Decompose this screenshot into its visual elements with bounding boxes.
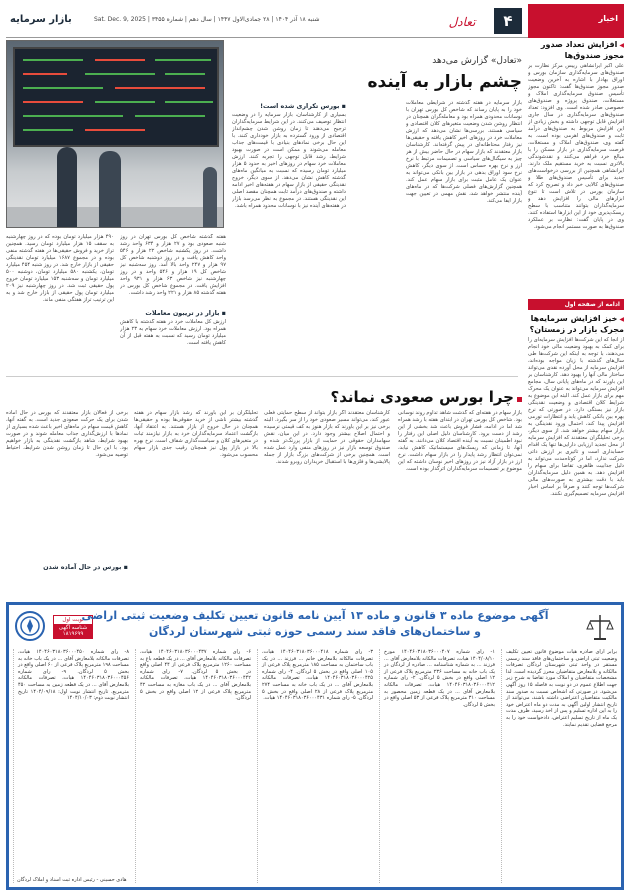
news-tab[interactable]: [528, 4, 624, 38]
feature-headline[interactable]: چشم بازار به آینده: [367, 72, 522, 92]
feature-column: بازار سرمایه در هفته گذشته در شرایطی معاملات خود را به پایان رساند که شاخص کل بورس تهران با نوسانات محدودی همراه بود و معامله‌گران همچنان در انتظار روشن شدن وضعیت متغیرهای کلان اقتصادی و سیاسی هستند. بررسی‌ها نشان می‌دهد که ارزش معاملات خرد در روزهای اخیر کاهش یافته و حقیقی‌ها نیز رفتار محتاطانه‌ای در پیش گرفته‌اند. کارشناسان بازار معتقدند که بازار سهام در حال حاضر بیش از هر چیز به سیگنال‌های سیاسی و تصمیمات مرتبط با نرخ ارز و نرخ بهره حساس است. از سوی دیگر، کاهش نرخ سود اوراق بدهی در بازار بین بانکی می‌تواند به عنوان یک عامل مثبت برای بازار سهام عمل کند. همچنین گزارش‌های فصلی شرکت‌ها که در ماه‌های آینده منتشر خواهد شد، نقش مهمی در تعیین جهت بازار ایفا می‌کند.: [406, 100, 522, 204]
section-title: بازار سرمایه: [10, 14, 72, 25]
news-item-title[interactable]: ◀ خیز افزایش سرمایه‌ها مجرک بازار در زمستان؟: [528, 314, 624, 335]
ad-column: ۱- رای شماره ۱۴۰۴۶۰۳۱۸۰۳۶۰۰۰۴۰۷ مورخ ۱۴۰۴/۰۸/۱۰ هیات، تصرفات مالکانه بلامعارض آقای ... فرزند ... به شماره شناسنامه ... صادره از لردگان در یک باب خانه به مساحت ۲۳۶ مترمربع پلاک فرعی از ۱۲ اصلی واقع در بخش ۵ لردگان. ۲- رای شماره ۱۴۰۴۶۰۳۱۸۰۳۶۰۰۰۴۱۲ هیات، تصرفات مالکانه بلامعارض آقای ... در یک قطعه زمین محصور به مساحت ۳۱۰ مترمربع پلاک فرعی از ۵۳ اصلی واقع در بخش ۵ لردگان.: [379, 649, 495, 883]
person-figure: [99, 151, 121, 227]
article-column: کارشناسان معتقدند اگر بازار بتواند از سطح حمایتی فعلی عبور کند، می‌تواند مسیر صعودی خود را از سر بگیرد. البته برخی نیز بر این باورند که بازار هنوز به کف قیمتی نرسیده و احتمال اصلاح بیشتر وجود دارد. در این میان، نقش سهامداران حقوقی در حمایت از بازار پررنگ‌تر شده و صندوق توسعه بازار نیز در روزهای منفی وارد عمل شده است. همچنین برخی از شرکت‌های بزرگ بازار از جمله پالایشی‌ها و فلزی‌ها با استقبال خریداران روبرو شدند.: [264, 410, 390, 465]
news-item-title[interactable]: ◀ افزایش تعداد صدور مجوز صندوق‌ها: [528, 40, 624, 61]
feature-column: ارزش کل معاملات خرد در هفته گذشته با کاهش همراه بود. ارزش معاملات خرد سهام به ۲۳ هزار میلیارد تومان رسید که نسبت به هفته قبل از آن کاهش یافته است.: [120, 319, 226, 346]
article-column: تحلیلگران بر این باورند که رشد بازار سهام در هفته گذشته بیشتر ناشی از خرید حقوقی‌ها بوده و حقیقی‌ها همچنان در حال خروج از بازار هستند. به اعتقاد آنها، بازگشت اعتماد سرمایه‌گذاران خرد به بازار نیازمند ثبات در متغیرهای کلان و سیاست‌گذاری شفاف است. نرخ بهره بالا در بازار پول نیز همچنان رقیب جدی بازار سهام محسوب می‌شود.: [134, 410, 258, 458]
news-item-text: علی اکبر ایرانشاهی رییس مرکز نظارت بر صندوق‌های سرمایه‌گذاری سازمان بورس و اوراق بهادار با اشاره به آخرین وضعیت صدور مجوز صندوق‌ها گفت: تاکنون مجوز تأسیس صندوق سرمایه‌گذاری املاک و مستغلات، صندوق پروژه و صندوق‌های خصوصی صادر شده است. وی افزود: تعداد صندوق‌های سرمایه‌گذاری در سال جاری افزایش قابل توجهی داشته و بخش زیادی از این افزایش مربوط به صندوق‌های درآمد ثابت و صندوق‌های اهرمی بوده است. به گفته وی، صندوق‌های املاک و مستغلات، فرصت سرمایه‌گذاری در بازار مسکن را با مبالغ خرد فراهم می‌کنند و نقدشوندگی بالاتری نسبت به خرید مستقیم ملک دارند. ایرانشاهی همچنین از بررسی درخواست‌های جدید برای تأسیس صندوق‌های طلا و صندوق‌های کالایی خبر داد و تصریح کرد که سازمان بورس در تلاش است تا تنوع ابزارهای مالی را افزایش دهد و سرمایه‌گذاران بتوانند متناسب با سطح ریسک‌پذیری خود از این ابزارها استفاده کنند. وی در پایان گفت: نظارت بر عملکرد صندوق‌ها به صورت مستمر انجام می‌شود.: [528, 63, 624, 230]
emblem-icon: [15, 611, 45, 641]
stock-exchange-photo: [6, 40, 224, 228]
feature-column-group: [120, 234, 226, 370]
notice-id: شناسه آگهی ۱۸۱۹۶۹۹: [54, 624, 92, 638]
ad-columns: [13, 649, 617, 883]
ad-signature: هادی حسینی - رئیس اداره ثبت اسناد و املاک لردگان: [17, 877, 127, 883]
article-column: بازار سهام در هفته‌ای که گذشت شاهد تداوم روند نوسانی بود. شاخص کل بورس تهران در ابتدای هفته با رشد همراه شد اما در ادامه، فشار فروش باعث شد بخشی از این رشد از دست برود. کارشناسان دلیل اصلی این رفتار را نبود اطمینان نسبت به آینده اقتصاد کلان می‌دانند. به گفته آنها، تا زمانی که ریسک‌های سیستماتیک کاهش نیابد، نمی‌توان انتظار رشد پایدار را در بازار سهام داشت. نرخ ارز در بازار آزاد نیز در روزهای اخیر نوسان داشته که این موضوع بر تصمیمات سرمایه‌گذاران اثرگذار بوده است.: [398, 410, 522, 472]
ad-title-line1: آگهی موضوع ماده ۳ قانون و ماده ۱۳ آیین نامه قانون تعیین تکلیف وضعیت ثبتی اراضی: [81, 609, 549, 622]
continued-bar: ادامه از صفحه اول: [528, 299, 624, 310]
ad-column: ۳- رای شماره ۱۴۰۴۶۰۳۱۸۰۳۶۰۰۰۴۱۸ هیات، تصرفات مالکانه بلامعارض خانم ... فرزند ... در یک باب ساختمان به مساحت ۱۸۵ مترمربع پلاک فرعی از ۱۰۵ اصلی واقع در بخش ۵ لردگان. ۴- رای شماره ۱۴۰۴۶۰۳۱۸۰۳۶۰۰۰۴۲۵ هیات، تصرفات مالکانه بلامعارض آقای ... در یک باب خانه به مساحت ۲۷۴ مترمربع پلاک فرعی از ۲۸ اصلی واقع در بخش ۵ لردگان. ۵- رای شماره ۱۴۰۴۶۰۳۱۸۰۳۶۰۰۰۴۳۱ هیات.: [257, 649, 373, 883]
news-tab-label: اخبار: [598, 14, 618, 23]
legal-notice-ad: [6, 602, 624, 890]
feature-column: بسیاری از کارشناسان، بازار سرمایه را در وضعیت انتظار توصیف می‌کنند. در این شرایط سرمایه‌گذاران ترجیح می‌دهند تا زمان روشن شدن چشم‌انداز اقتصادی از ورود گسترده به بازار خودداری کنند. با این حال برخی نمادهای بنیادی با قیمت‌های جذاب معامله می‌شوند و ممکن است در صورت بهبود شرایط، رشد قابل توجهی را تجربه کنند. ارزش معاملات خرد سهام در روزهای اخیر به حدود ۵ هزار میلیارد تومان رسیده که نسبت به میانگین ماه‌های گذشته کاهش نشان می‌دهد. از سوی دیگر، خروج نقدینگی حقیقی از بازار سهام در هفته‌های اخیر ادامه داشته و صندوق‌های درآمد ثابت همچنان مقصد اصلی این نقدینگی هستند. در مجموع به نظر می‌رسد بازار در هفته‌های آینده نیز با نوسانات محدود همراه باشد.: [232, 112, 346, 209]
scales-icon: [585, 611, 615, 643]
page-number: ۴: [494, 8, 522, 34]
article-column: برخی از فعالان بازار معتقدند که بورس در حال آماده شدن برای یک حرکت صعودی جدید است. به گفته آنها، کاهش قیمت سهام در ماه‌های اخیر باعث شده بسیاری از نمادها با ارزش‌گذاری جذاب معامله شوند و در صورت بهبود شرایط، شاهد بازگشت نقدینگی به بازار خواهیم بود. با این حال تا زمان روشن شدن شرایط، احتیاط توصیه می‌شود.: [6, 410, 128, 458]
news-column: [528, 40, 624, 600]
ad-title-line2: و ساختمان‌های فاقد سند رسمی حوزه ثبتی شهرستان لردگان: [149, 625, 481, 638]
article-headline-text: چرا بورس صعودی نماند؟: [330, 388, 514, 406]
ad-header: [49, 609, 581, 645]
feature-column: هفته گذشته شاخص کل بورس تهران در روز شنبه صعودی بود و ۲۷ هزار و ۶۳۴ واحد رشد داشت. در روز یکشنبه شاخص ۲۲ هزار و ۵۴۶ واحد کاهش یافت و در روز دوشنبه شاخص کل ۹۷ هزار و ۲۴۷ واحد بالا آمد. روز سه‌شنبه نیز شاخص کل ۱۹ هزار و ۵۴۶ واحد و در روز چهارشنبه نیز شاخص ۶۳ هزار و ۹۳۱ واحد افزایش یافت. در مجموع شاخص کل بورس در هفته گذشته ۸۵ هزار و ۲۲۱ واحد رشد داشت.: [120, 234, 226, 296]
article-subhead: ▪ بورس در حال آماده شدن: [43, 563, 128, 571]
newspaper-logo: تعادل: [448, 15, 476, 29]
ad-column: ۸- رای شماره ۱۴۰۴۶۰۳۱۸۰۳۶۰۰۰۴۵۰ هیات، تصرفات مالکانه بلامعارض آقای ... در یک باب خانه به مساحت ۱۹۸ مترمربع پلاک فرعی از ۶۰ اصلی واقع در بخش ۵ لردگان. ۹- رای شماره ۱۴۰۴۶۰۳۱۸۰۳۶۰۰۰۴۵۶ هیات، تصرفات مالکانه بلامعارض آقای ... در یک قطعه زمین به مساحت ۴۵۰ مترمربع. تاریخ انتشار نوبت اول: ۱۴۰۴/۰۹/۱۸ تاریخ انتشار نوبت دوم: ۱۴۰۴/۱۰/۰۳: [13, 649, 129, 883]
news-item-text: از آنجا که این شرکت‌ها افزایش سرمایه‌ای را برای کمک به بهبود وضعیت مالی خود انجام می‌دهند، با توجه به اینکه این شرکت‌ها طی سال‌های گذشته با زیان مواجه بوده‌اند، افزایش سرمایه از محل آورده نقدی می‌تواند ساختار مالی آنها را بهبود دهد. کارشناسان بر این باورند که در ماه‌های پایانی سال، مجامع افزایش سرمایه می‌تواند به عنوان یک محرک مهم برای بازار عمل کند. البته این موضوع به شرایط کلان اقتصادی و وضعیت نقدینگی بازار نیز بستگی دارد. در صورتی که نرخ بهره بین بانکی کاهش یابد و انتظارات تورمی افزایش پیدا کند، احتمال ورود نقدینگی به بازار سهام بیشتر خواهد شد. از سوی دیگر، برخی تحلیلگران معتقدند که افزایش سرمایه از محل تجدید ارزیابی دارایی‌ها تنها یک اقدام حسابداری است و تاثیری بر ارزش ذاتی شرکت ندارد، اما در کوتاه‌مدت می‌تواند به دلیل جذابیت ظاهری، تقاضا برای سهام را افزایش دهد. به همین دلیل سرمایه‌گذاران باید با دقت بیشتری به صورت‌های مالی شرکت‌ها توجه کنند و صرفاً بر اساس اخبار افزایش سرمایه تصمیم‌گیری نکنند.: [528, 337, 624, 497]
ad-column: ۶- رای شماره ۱۴۰۴۶۰۳۱۸۰۳۶۰۰۰۴۳۷ هیات، تصرفات مالکانه بلامعارض آقای ... در یک قطعه باغ به مساحت ۱۲۶۰ مترمربع پلاک فرعی از ۴۴ اصلی واقع در بخش ۵ لردگان. ۷- رای شماره ۱۴۰۴۶۰۳۱۸۰۳۶۰۰۰۴۴۲ هیات، تصرفات مالکانه بلامعارض آقای ... در یک باب مغازه به مساحت ۴۲ مترمربع پلاک فرعی از ۱۲ اصلی واقع در بخش ۵ لردگان.: [135, 649, 251, 883]
masthead: [6, 4, 624, 38]
ticker-board: [13, 47, 219, 147]
person-figure: [203, 167, 217, 227]
feature-kicker: «تعادل» گزارش می‌دهد: [432, 56, 522, 66]
person-figure: [57, 147, 77, 227]
feature-column: ۴۹۰ هزار میلیارد تومان بوده که در روز چهارشنبه به سقف ۱۵ هزار میلیارد تومان رسید. همچنین تراز خرید و فروش حقیقی‌ها در هفته گذشته منفی بوده و در مجموع ۱۶۸۷ میلیارد تومان نقدینگی حقیقی از بازار خارج شد. در روز شنبه ۴۵۴ میلیارد تومان، یکشنبه ۵۸۰ میلیارد تومان، دوشنبه ۵۰۰ میلیارد تومان و سه‌شنبه ۱۵۳ میلیارد تومان خروج پول حقیقی ثبت شد. در روز چهارشنبه نیز ۲۰۹ میلیارد تومان پول حقیقی از بازار خارج شد و به این ترتیب تراز هفتگی منفی ماند.: [6, 234, 114, 303]
notice-round: نوبت اول: [54, 616, 92, 624]
ad-column: برابر آرای صادره هیات موضوع قانون تعیین تکلیف وضعیت ثبتی اراضی و ساختمان‌های فاقد سند رسمی مستقر در واحد ثبتی شهرستان لردگان تصرفات مالکانه و بلامعارض متقاضیان محرز گردیده است. لذا مشخصات متقاضیان و املاک مورد تقاضا به شرح زیر جهت اطلاع عموم در دو نوبت به فاصله ۱۵ روز آگهی می‌شود. در صورتی که اشخاص نسبت به صدور سند مالکیت متقاضیان اعتراضی داشته باشند، می‌توانند از تاریخ انتشار اولین آگهی به مدت دو ماه اعتراض خود را به این اداره تسلیم و پس از اخذ رسید، ظرف مدت یک ماه از تاریخ تسلیم اعتراض، دادخواست خود را به مرجع قضایی تقدیم نمایند.: [501, 649, 617, 883]
feature-subhead: ▪ بازار در تریبون معاملات: [145, 309, 226, 317]
feature-subhead: ▪ بورس تکراری شده است!: [260, 102, 346, 110]
article-column-group: [6, 410, 128, 596]
article-headline[interactable]: [331, 388, 522, 406]
date-line: شنبه ۱۸ آذر ۱۴۰۴ | ۲۸ جمادی‌الاول ۱۴۴۷ | سال دهم | شماره ۳۴۵۵ | Sat. Dec. 9, 2025: [94, 16, 320, 23]
